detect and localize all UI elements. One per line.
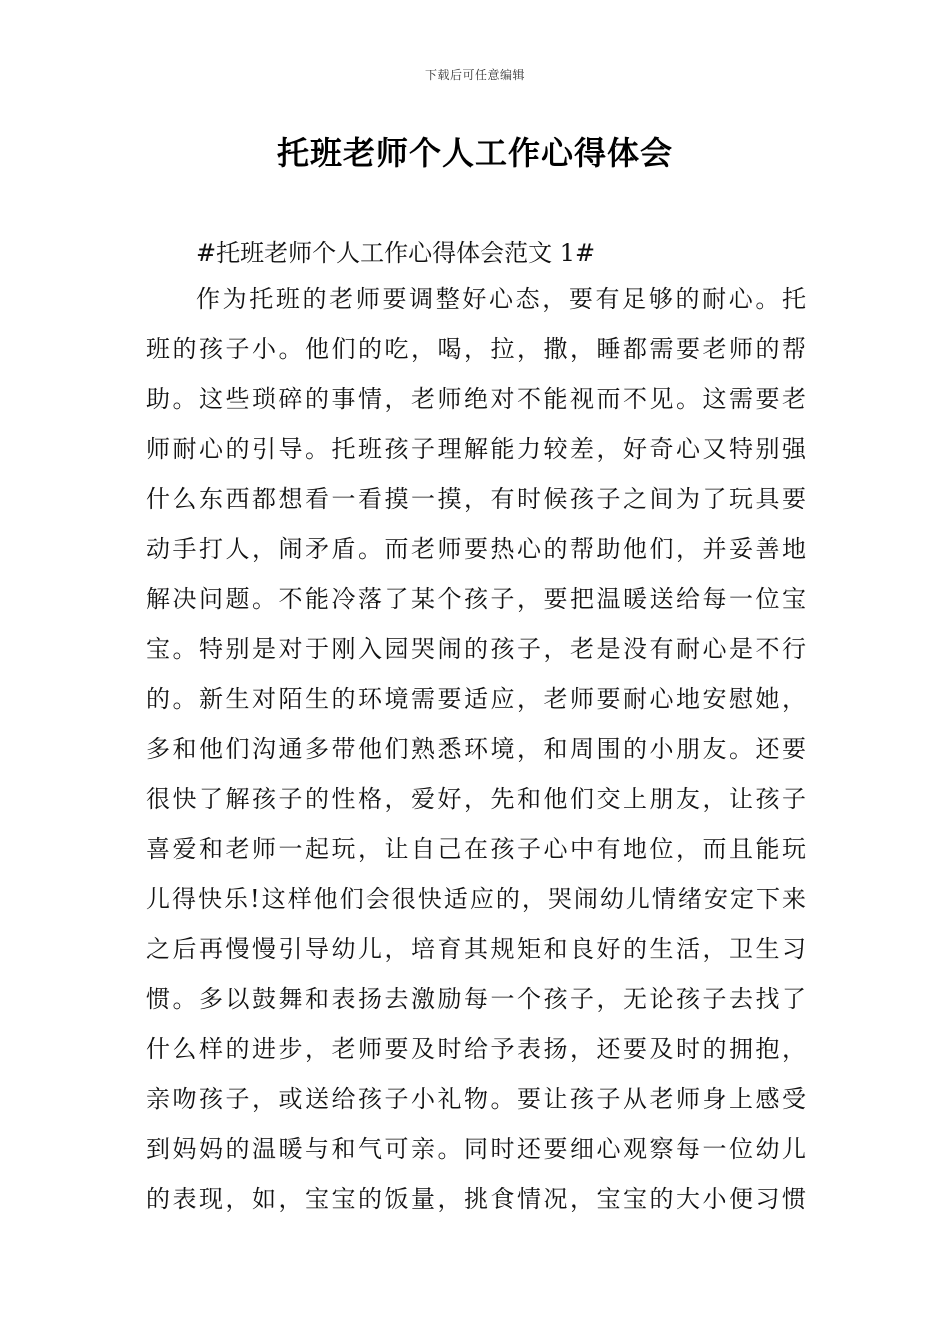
paragraph-line: 亲吻孩子，或送给孩子小礼物。要让孩子从老师身上感受 xyxy=(146,1085,806,1113)
paragraph-line: 很快了解孩子的性格，爱好，先和他们交上朋友，让孩子 xyxy=(146,785,806,813)
paragraph-line: 之后再慢慢引导幼儿，培育其规矩和良好的生活，卫生习 xyxy=(146,935,806,963)
paragraph-line: 的表现，如，宝宝的饭量，挑食情况，宝宝的大小便习惯 xyxy=(146,1185,806,1213)
paragraph-line: 喜爱和老师一起玩，让自己在孩子心中有地位，而且能玩 xyxy=(146,835,806,863)
paragraph-line: 到妈妈的温暖与和气可亲。同时还要细心观察每一位幼儿 xyxy=(146,1135,806,1163)
section-subtitle: #托班老师个人工作心得体会范文 1# xyxy=(196,239,596,267)
paragraph-line: 助。这些琐碎的事情，老师绝对不能视而不见。这需要老 xyxy=(146,385,806,413)
paragraph-line: 的。新生对陌生的环境需要适应，老师要耐心地安慰她， xyxy=(146,685,806,713)
paragraph-line: 作为托班的老师要调整好心态，要有足够的耐心。托 xyxy=(196,285,806,313)
paragraph-line: 师耐心的引导。托班孩子理解能力较差，好奇心又特别强 xyxy=(146,435,806,463)
paragraph-line: 惯。多以鼓舞和表扬去激励每一个孩子，无论孩子去找了 xyxy=(146,985,806,1013)
paragraph-line: 儿得快乐!这样他们会很快适应的，哭闹幼儿情绪安定下来 xyxy=(146,885,806,913)
paragraph-line: 解决问题。不能冷落了某个孩子，要把温暖送给每一位宝 xyxy=(146,585,806,613)
paragraph-line: 宝。特别是对于刚入园哭闹的孩子，老是没有耐心是不行 xyxy=(146,635,806,663)
paragraph-line: 动手打人，闹矛盾。而老师要热心的帮助他们，并妥善地 xyxy=(146,535,806,563)
header-note: 下载后可任意编辑 xyxy=(424,68,525,82)
document-title: 托班老师个人工作心得体会 xyxy=(276,134,673,172)
paragraph-line: 什么样的进步，老师要及时给予表扬，还要及时的拥抱， xyxy=(146,1035,806,1063)
paragraph-line: 什么东西都想看一看摸一摸，有时候孩子之间为了玩具要 xyxy=(146,485,806,513)
paragraph-line: 班的孩子小。他们的吃，喝，拉，撒，睡都需要老师的帮 xyxy=(146,335,806,363)
paragraph-line: 多和他们沟通多带他们熟悉环境，和周围的小朋友。还要 xyxy=(146,735,806,763)
